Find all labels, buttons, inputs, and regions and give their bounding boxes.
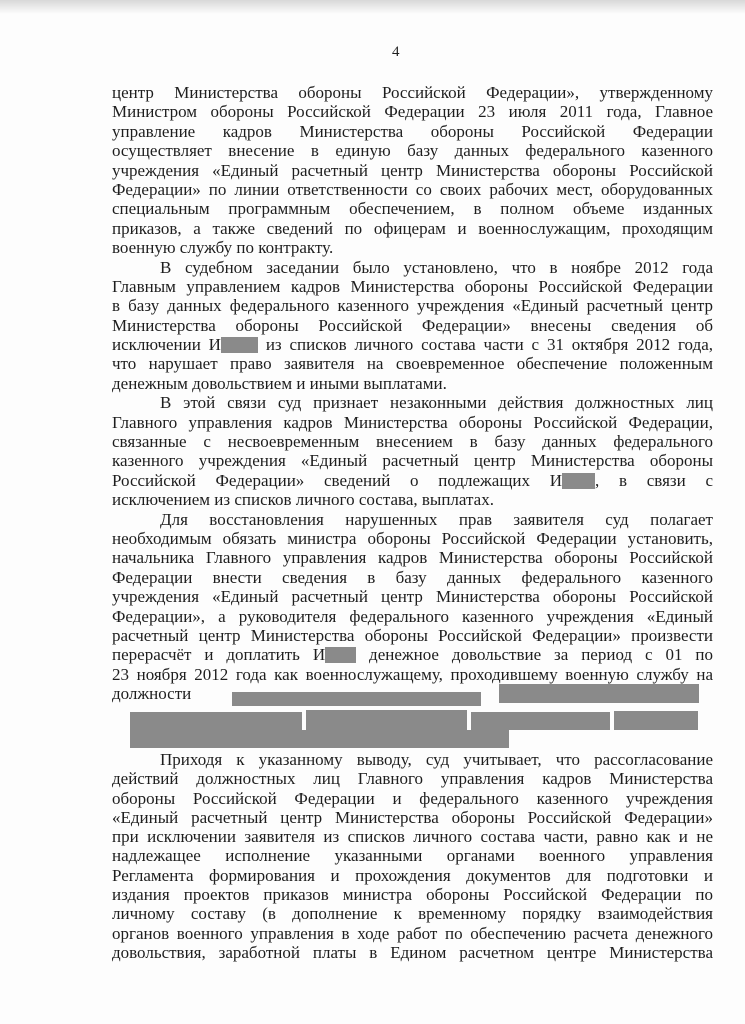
page-number: 4 bbox=[392, 44, 400, 60]
text-line: Приходя к указанному выводу, суд учитывает, что рассогласование bbox=[160, 750, 713, 769]
redaction bbox=[499, 684, 699, 703]
text-line: в базу данных федерального казенного учреждения «Единый расчетный центр bbox=[112, 296, 713, 316]
text-line: что нарушает право заявителя на своевременное обеспечение положенным bbox=[112, 354, 713, 374]
text-line: казенного учреждения «Единый расчетный центр Министерства обороны bbox=[112, 451, 713, 471]
text-line: надлежащее исполнение указанными органами военного управления bbox=[112, 846, 713, 866]
text-line: Федерации внести сведения в базу данных федерального казенного bbox=[112, 567, 713, 587]
text-line: начальника Главного управления кадров Министерства обороны Российской bbox=[112, 548, 713, 568]
text-line: Федерации» по линии ответственности со своих рабочих мест, оборудованных bbox=[112, 179, 713, 199]
text-line: управление кадров Министерства обороны Российской Федерации bbox=[112, 121, 713, 141]
redaction bbox=[221, 337, 258, 353]
text-line: связанные с несвоевременным внесением в базу данных федерального bbox=[112, 432, 713, 452]
text-line: учреждения «Единый расчетный центр Министерства обороны Российской bbox=[112, 587, 713, 607]
text-line: «Единый расчетный центр Министерства обороны Российской Федерации» bbox=[112, 807, 713, 827]
text-line: довольствия, заработной платы в Едином расчетном центре Министерства bbox=[112, 942, 713, 962]
text-line: исключением из списков личного состава, выплатах. bbox=[112, 490, 494, 510]
text-line: центр Министерства обороны Российской Федерации», утвержденному bbox=[112, 83, 713, 102]
text-line: В этой связи суд признает незаконными действия должностных лиц bbox=[160, 393, 713, 413]
text-line: приказов, а также сведений по офицерам и военнослужащим, проходящим bbox=[112, 218, 713, 238]
text-line: необходимым обязать министра обороны Российской Федерации установить, bbox=[112, 528, 713, 548]
text-fragment: Российской Федерации» сведений о подлежащих И bbox=[112, 470, 563, 490]
text-line: расчетный центр Министерства обороны Российской Федерации» произвести bbox=[112, 625, 713, 645]
text-fragment: , в связи с bbox=[595, 470, 713, 490]
body-text-block-2 bbox=[112, 750, 713, 962]
text-line: учреждения «Единый расчетный центр Министерства обороны Российской bbox=[112, 160, 713, 180]
redaction bbox=[232, 692, 481, 706]
text-line: должности bbox=[112, 684, 192, 704]
text-line: Федерации», а руководителя федерального казенного учреждения «Единый bbox=[112, 606, 713, 626]
text-line: издания проектов приказов министра обороны Российской Федерации по bbox=[112, 885, 713, 905]
redaction bbox=[471, 712, 610, 730]
redaction bbox=[562, 473, 595, 489]
text-line bbox=[112, 335, 713, 354]
text-fragment: перерасчёт и доплатить И bbox=[112, 645, 326, 665]
text-line: 23 ноября 2012 года как военнослужащему, проходившему военную службу на bbox=[112, 664, 713, 684]
text-line: Главного управления кадров Министерства обороны Российской Федерации, bbox=[112, 412, 713, 432]
text-line: специальным программным обеспечением, в полном объеме изданных bbox=[112, 199, 713, 219]
text-line: Регламента формирования и прохождения документов для подготовки и bbox=[112, 865, 713, 885]
text-line: военную службу по контракту. bbox=[112, 238, 334, 258]
text-line: действий должностных лиц Главного управления кадров Министерства bbox=[112, 769, 713, 789]
redaction bbox=[614, 711, 698, 730]
text-line: Министерства обороны Российской Федерации» внесены сведения об bbox=[112, 315, 713, 335]
text-line: обороны Российской Федерации и федерального казенного учреждения bbox=[112, 788, 713, 808]
redaction bbox=[325, 647, 356, 663]
text-line: Главным управлением кадров Министерства обороны Российской Федерации bbox=[112, 276, 713, 296]
scan-edge bbox=[0, 0, 745, 14]
redaction bbox=[130, 730, 509, 748]
text-line: В судебном заседании было установлено, что в ноябре 2012 года bbox=[160, 257, 713, 277]
text-fragment: из списков личного состава части с 31 октября 2012 года, bbox=[265, 335, 714, 355]
text-line: осуществляет внесение в единую базу данных федерального казенного bbox=[112, 141, 713, 161]
text-line: личному составу (в дополнение к временному порядку взаимодействия bbox=[112, 904, 713, 924]
text-line: Для восстановления нарушенных прав заявителя суд полагает bbox=[160, 509, 713, 529]
text-line bbox=[112, 471, 713, 490]
body-text-block-1 bbox=[112, 83, 713, 704]
text-line: денежным довольствием и иными выплатами. bbox=[112, 373, 447, 393]
text-line: органов военного управления в ходе работ по обеспечению расчета денежного bbox=[112, 923, 713, 943]
text-line bbox=[112, 645, 713, 664]
text-line: при исключении заявителя из списков личного состава части, равно как и не bbox=[112, 827, 713, 847]
text-line: Министром обороны Российской Федерации 23 июля 2011 года, Главное bbox=[112, 102, 713, 122]
redaction bbox=[130, 712, 302, 730]
text-fragment: исключении И bbox=[112, 335, 221, 355]
text-fragment: денежное довольствие за период с 01 по bbox=[369, 645, 713, 665]
